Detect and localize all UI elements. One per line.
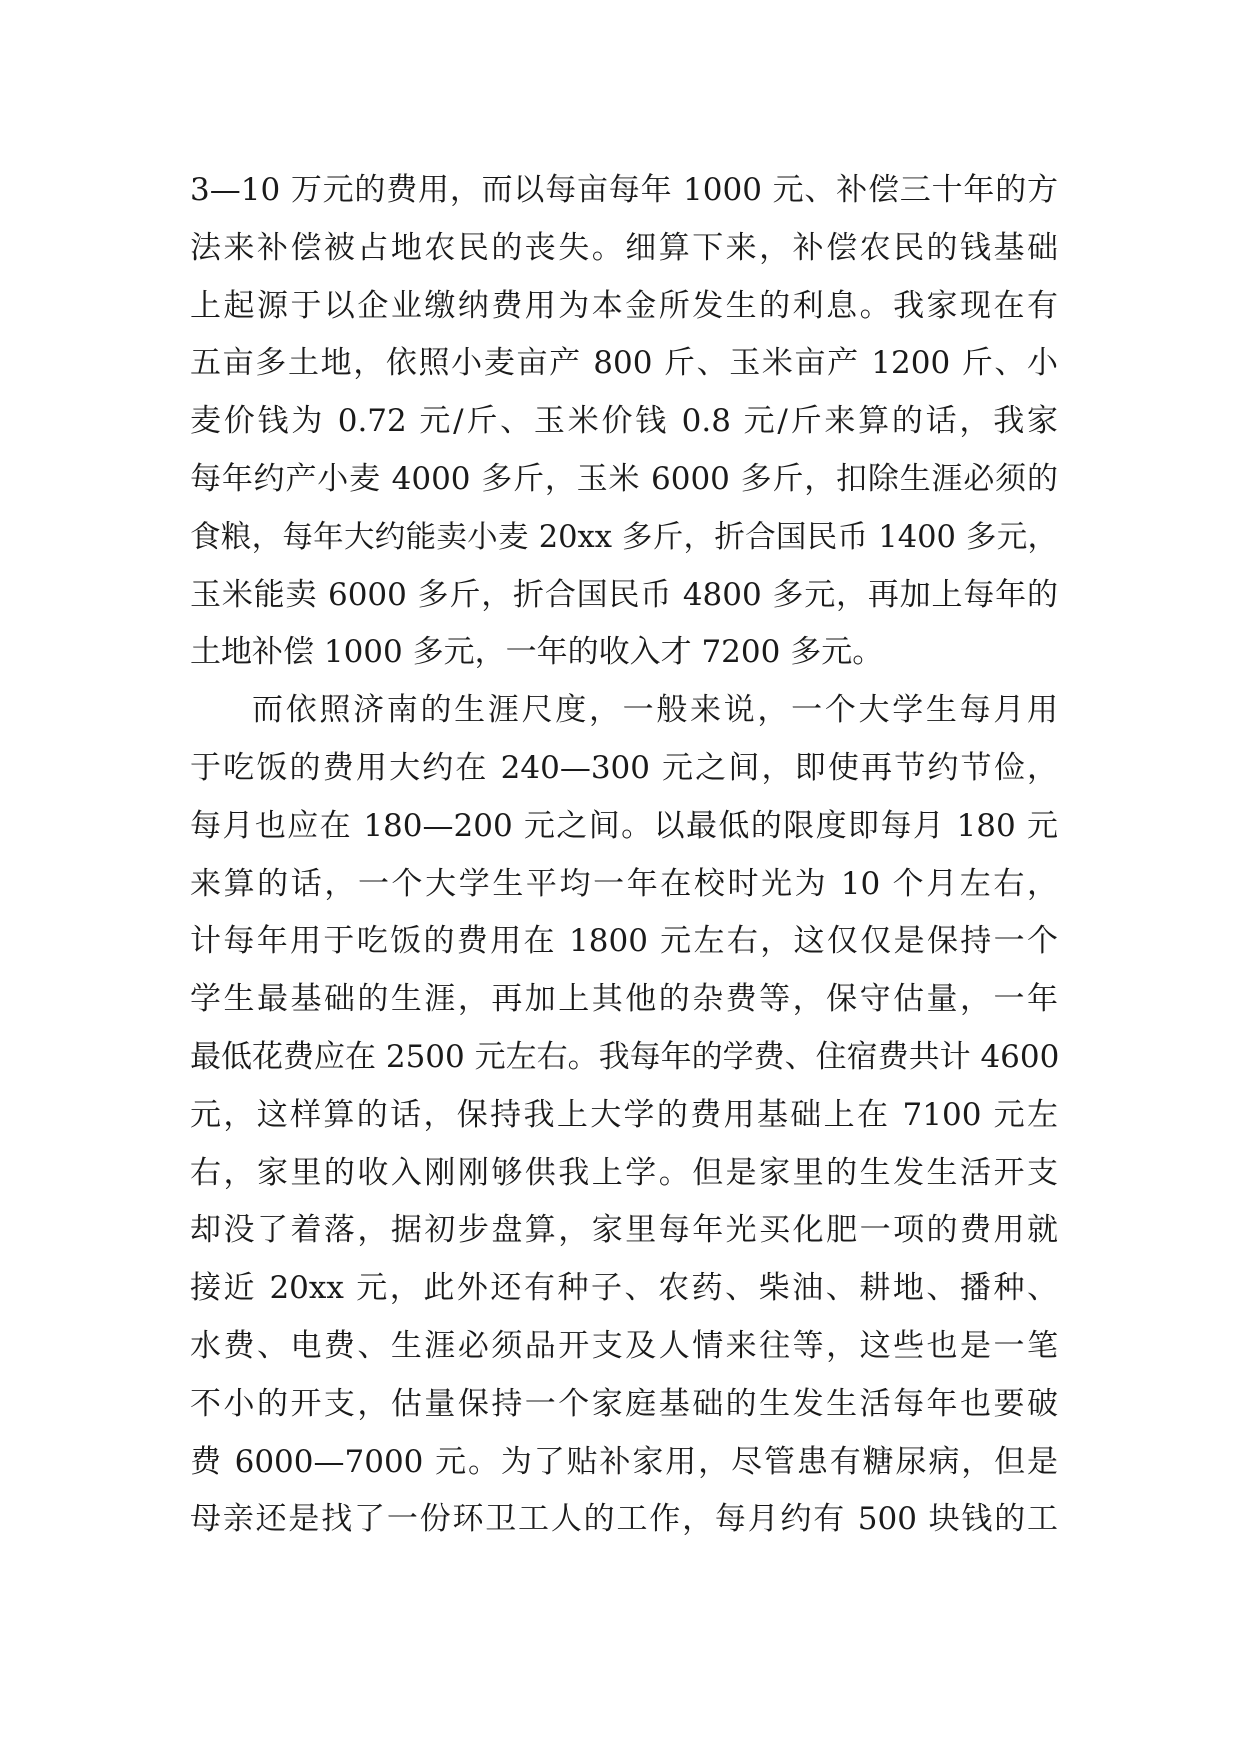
text-line: 水费、电费、生涯必须品开支及人情来往等，这些也是一笔	[190, 1327, 1058, 1364]
text-line: 元，这样算的话，保持我上大学的费用基础上在 7100 元左	[190, 1096, 1058, 1133]
text-line: 每月也应在 180—200 元之间。以最低的限度即每月 180 元	[190, 807, 1058, 844]
text-line: 计每年用于吃饭的费用在 1800 元左右，这仅仅是保持一个	[190, 923, 1058, 960]
text-line: 玉米能卖 6000 多斤，折合国民币 4800 多元，再加上每年的	[190, 576, 1058, 613]
text-line: 费 6000—7000 元。为了贴补家用，尽管患有糖尿病，但是	[190, 1443, 1058, 1480]
paragraph-1	[190, 162, 1058, 682]
text-line: 五亩多土地，依照小麦亩产 800 斤、玉米亩产 1200 斤、小	[190, 345, 1058, 382]
text-line: 麦价钱为 0.72 元/斤、玉米价钱 0.8 元/斤来算的话，我家	[190, 403, 1058, 440]
text-line: 来算的话，一个大学生平均一年在校时光为 10 个月左右，	[190, 865, 1058, 902]
paragraph-2	[190, 682, 1058, 1549]
text-line: 每年约产小麦 4000 多斤，玉米 6000 多斤，扣除生涯必须的	[190, 460, 1058, 497]
body-text	[190, 162, 1058, 1549]
text-line: 上起源于以企业缴纳费用为本金所发生的利息。我家现在有	[190, 287, 1058, 324]
text-line: 食粮，每年大约能卖小麦 20xx 多斤，折合国民币 1400 多元，	[190, 519, 1058, 555]
text-line: 母亲还是找了一份环卫工人的工作，每月约有 500 块钱的工	[190, 1501, 1058, 1538]
text-line: 法来补偿被占地农民的丧失。细算下来，补偿农民的钱基础	[190, 229, 1058, 266]
text-line: 却没了着落，据初步盘算，家里每年光买化肥一项的费用就	[190, 1212, 1058, 1249]
text-line: 接近 20xx 元，此外还有种子、农药、柴油、耕地、播种、	[190, 1270, 1058, 1307]
text-line: 学生最基础的生涯，再加上其他的杂费等，保守估量，一年	[190, 981, 1058, 1018]
text-line: 土地补偿 1000 多元，一年的收入才 7200 多元。	[190, 634, 884, 671]
text-line: 右，家里的收入刚刚够供我上学。但是家里的生发生活开支	[190, 1154, 1058, 1191]
text-line: 不小的开支，估量保持一个家庭基础的生发生活每年也要破	[190, 1385, 1058, 1422]
text-line: 最低花费应在 2500 元左右。我每年的学费、住宿费共计 4600	[190, 1038, 1060, 1075]
text-line: 于吃饭的费用大约在 240—300 元之间，即使再节约节俭，	[190, 749, 1058, 786]
text-line: 而依照济南的生涯尺度，一般来说，一个大学生每月用	[252, 692, 1058, 729]
text-line: 3—10 万元的费用，而以每亩每年 1000 元、补偿三十年的方	[190, 172, 1058, 208]
